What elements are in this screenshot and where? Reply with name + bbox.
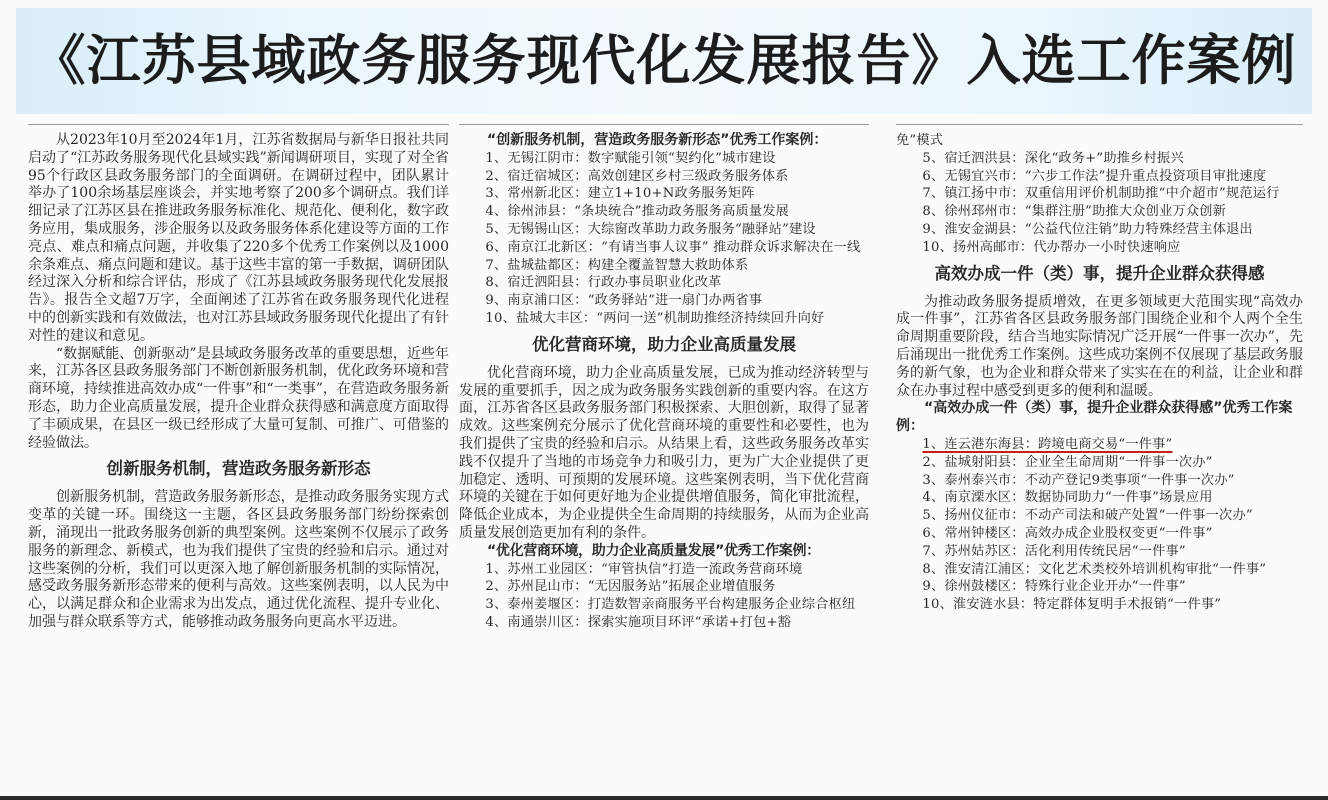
column-3 bbox=[896, 132, 1303, 800]
case-item: 1、苏州工业园区：“审管执信”打造一流政务营商环境 bbox=[485, 561, 803, 577]
case-item: 9、徐州鼓楼区：特殊行业企业开办“一件事” bbox=[922, 579, 1186, 595]
case-item: 1、无锡江阴市：数字赋能引领“契约化”城市建设 bbox=[485, 150, 776, 166]
section-heading-efficiency: 高效办成一件（类）事，提升企业群众获得感 bbox=[934, 263, 1265, 283]
case-item: 5、无锡锡山区：大综窗改革助力政务服务“融驿站”建设 bbox=[485, 221, 816, 237]
cases-title-efficiency: “高效办成一件（类）事，提升企业群众获得感”优秀工作案例： bbox=[896, 400, 1293, 435]
case-item-highlighted bbox=[896, 436, 1303, 454]
case-item: 10、淮安涟水县：特定群体复明手术报销“一件事” bbox=[922, 597, 1222, 613]
case-item: 10、盐城大丰区：“两问一送”机制助推经济持续回升向好 bbox=[485, 310, 825, 326]
case-item: 4、南京溧水区：数据协同助力“一件事”场景应用 bbox=[922, 490, 1213, 506]
case-item: 7、盐城盐都区：构建全覆盖智慧大救助体系 bbox=[485, 257, 749, 273]
intro-paragraph-2: “数据赋能、创新驱动”是县域政务服务改革的重要思想，近些年来，江苏各区县政务服务部门不断创新服务机制，优化政务环境和营商环境，持续推进高效办成“一件事”和“一类事”，在营造政务服务新形态，助力企业高质量发展，提升企业群众获得感和满意度方面取得了丰硕成果，在县区一级已经形成了大量可复制、可推广、可借鉴的经验做法。 bbox=[28, 345, 449, 451]
case-highlight-underline: 1、连云港东海县：跨境电商交易“一件事” bbox=[922, 436, 1173, 452]
case-item: 4、南通崇川区：探索实施项目环评“承诺+打包+豁 bbox=[485, 614, 792, 630]
case-item: 3、常州新北区：建立1+10+N政务服务矩阵 bbox=[485, 186, 755, 202]
column-rule-3 bbox=[896, 124, 1303, 125]
column-rule-2 bbox=[459, 124, 869, 125]
case-item: 6、常州钟楼区：高效办成企业股权变更“一件事” bbox=[922, 525, 1213, 541]
case-item: 9、淮安金湖县：“公益代位注销”助力特殊经营主体退出 bbox=[922, 221, 1253, 237]
case-item: 6、南京江北新区：“有请当事人议事” 推动群众诉求解决在一线 bbox=[485, 239, 861, 255]
case-item: 5、宿迁泗洪县：深化“政务+”助推乡村振兴 bbox=[922, 150, 1184, 166]
case-item-continued: 免”模式 bbox=[896, 133, 944, 148]
case-item: 6、无锡宜兴市：“六步工作法”提升重点投资项目审批速度 bbox=[922, 168, 1267, 184]
case-item: 2、苏州昆山市：“无因服务站”拓展企业增值服务 bbox=[485, 579, 776, 595]
column-rule-1 bbox=[28, 124, 449, 125]
case-item: 10、扬州高邮市：代办帮办一小时快速响应 bbox=[922, 239, 1181, 255]
intro-paragraph-1: 从2023年10月至2024年1月，江苏省数据局与新华日报社共同启动了“江苏政务服务现代化县域实践”新闻调研项目，实现了对全省95个行政区县政务服务部门的全面调研。在调研过程中，团队累计举办了100余场基层座谈会，并实地考察了200多个调研点。我们详细记录了江苏区县在推进政务服务标准化、规范化、便利化，数字政务应用，集成服务，涉企服务以及政务服务体系化建设等方面的工作亮点、难点和痛点问题，并收集了220多个优秀工作案例以及1000余条难点、痛点问题和建议。基于这些丰富的第一手数据，调研团队经过深入分析和综合评估，形成了《江苏县域政务服务现代化发展报告》。报告全文超7万字，全面阐述了江苏省在政务服务现代化进程中的创新实践和有效做法，也对江苏县域政务服务现代化提出了有针对性的建议和意见。 bbox=[28, 132, 449, 344]
case-item: 3、泰州姜堰区：打造数智亲商服务平台构建服务企业综合枢纽 bbox=[485, 597, 856, 613]
section-body-business: 优化营商环境，助力企业高质量发展，已成为推动经济转型与发展的重要抓手，因之成为政务服务实践创新的重要内容。在这方面，江苏省各区县政务服务部门积极探索、大胆创新，取得了显著成效。这些案例充分展示了优化营商环境的重要性和必要性，也为我们提供了宝贵的经验和启示。从结果上看，这些政务服务改革实践不仅提升了当地的市场竞争力和吸引力，更为广大企业提供了更加稳定、透明、可预期的发展环境。这些案例表明，当下优化营商环境的关键在于如何更好地为企业提供增值服务，简化审批流程，降低企业成本，为企业提供全生命周期的持续服务，从而为企业高质量发展创造更加有利的条件。 bbox=[459, 364, 869, 541]
case-item: 8、宿迁泗阳县：行政办事员职业化改革 bbox=[485, 275, 722, 291]
case-item: 8、徐州邳州市：“集群注册”助推大众创业万众创新 bbox=[922, 204, 1227, 220]
page-headline: 《江苏县域政务服务现代化发展报告》入选工作案例 bbox=[31, 29, 1297, 92]
cases-title-business: “优化营商环境，助力企业高质量发展”优秀工作案例： bbox=[487, 542, 820, 559]
column-1 bbox=[28, 132, 449, 800]
case-item: 8、淮安清江浦区：文化艺术类校外培训机构审批“一件事” bbox=[922, 561, 1267, 577]
case-item: 9、南京浦口区：“政务驿站”进一扇门办两省事 bbox=[485, 293, 763, 309]
case-item: 4、徐州沛县：“条块统合”推动政务服务高质量发展 bbox=[485, 204, 790, 220]
case-item: 3、泰州泰兴市：不动产登记9类事项“一件事一次办” bbox=[922, 472, 1235, 488]
case-item: 7、镇江扬中市：双重信用评价机制助推“中介超市”规范运行 bbox=[922, 186, 1280, 202]
section-body-innovation: 创新服务机制，营造政务服务新形态，是推动政务服务实现方式变革的关键一环。围绕这一主题，各区县政务服务部门纷纷探索创新，涌现出一批政务服务创新的典型案例。这些案例不仅展示了政务服务的新理念、新模式，也为我们提供了宝贵的经验和启示。通过对这些案例的分析，我们可以更深入地了解创新服务机制的实际情况，感受政务服务新形态带来的便利与高效。这些案例表明，以人民为中心，以满足群众和企业需求为出发点，通过优化流程、提升专业化、加强与群众联系等方式，能够推动政务服务向更高水平迈进。 bbox=[28, 489, 449, 630]
case-item: 2、盐城射阳县：企业全生命周期“一件事一次办” bbox=[922, 454, 1213, 470]
section-heading-innovation: 创新服务机制，营造政务服务新形态 bbox=[106, 459, 371, 479]
column-2 bbox=[459, 132, 869, 800]
case-item: 2、宿迁宿城区：高效创建区乡村三级政务服务体系 bbox=[485, 168, 789, 184]
case-item: 5、扬州仪征市：不动产司法和破产处置“一件事一次办” bbox=[922, 508, 1253, 524]
bottom-border bbox=[0, 796, 1328, 800]
section-body-efficiency: 为推动政务服务提质增效，在更多领域更大范围实现“高效办成一件事”，江苏省各区县政务服务部门围绕企业和个人两个全生命周期重要阶段，结合当地实际情况广泛开展“一件事一次办”，先后涌现出一批优秀工作案例。这些成功案例不仅展现了基层政务服务的新气象，也为企业和群众带来了实实在在的利益，让企业和群众在办事过程中感受到更多的便利和温暖。 bbox=[896, 293, 1303, 399]
cases-title-innovation: “创新服务机制，营造政务服务新形态”优秀工作案例： bbox=[487, 132, 828, 148]
section-heading-business: 优化营商环境，助力企业高质量发展 bbox=[532, 334, 796, 354]
case-item: 7、苏州姑苏区：活化利用传统民居“一件事” bbox=[922, 543, 1186, 559]
